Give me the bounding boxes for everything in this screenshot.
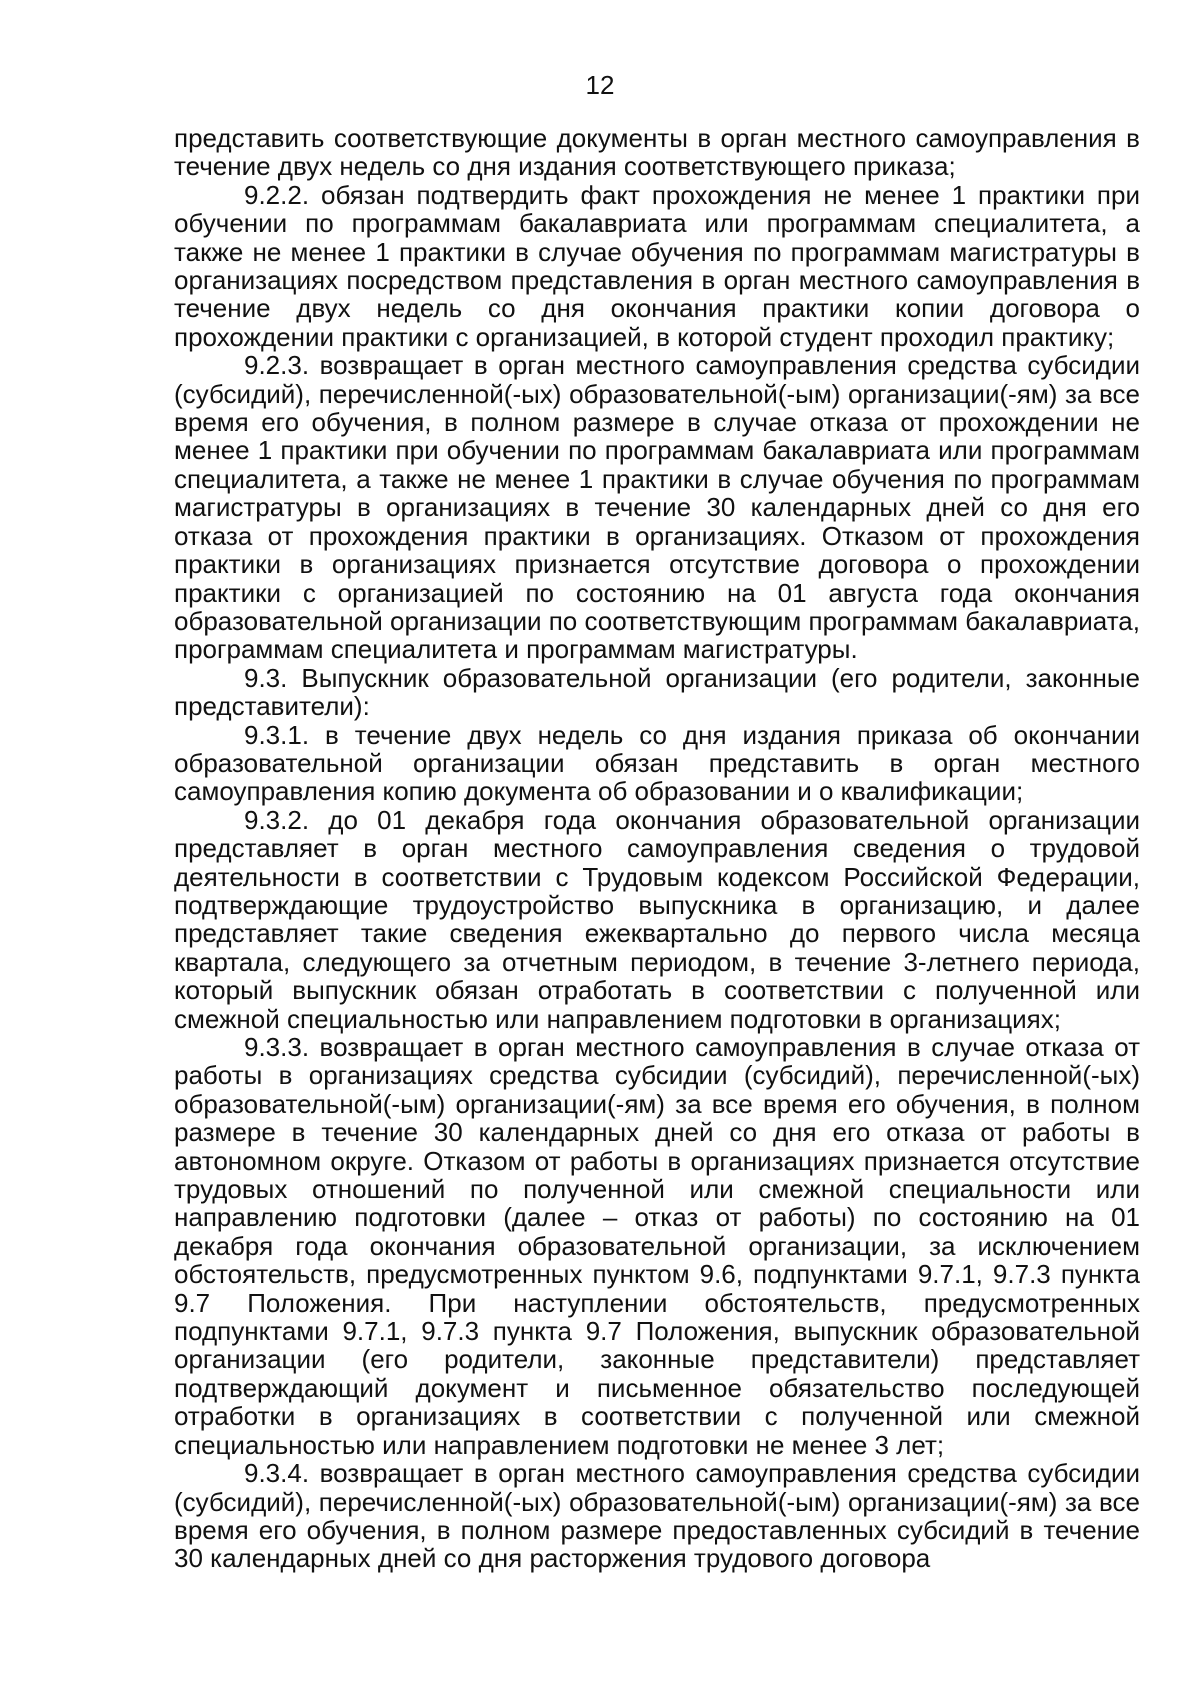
paragraph-9-3-2: 9.3.2. до 01 декабря года окончания образовательной организации представляет в орган местного самоуправления сведения о трудовой деятельности в соответствии с Трудовым кодексом Российской Федерации, подтверждающие трудоустройство выпускника в организацию, и далее представляет такие сведения ежеквартально до первого числа месяца квартала, следующего за отчетным периодом, в течение 3-летнего периода, который выпускник обязан отработать в соответствии с полученной или смежной специальностью или направлением подготовки в организациях;	[174, 804, 1140, 1034]
paragraph-9-3-4: 9.3.4. возвращает в орган местного самоуправления средства субсидии (субсидий), перечисленной(-ых) образовательной(-ым) организации(-ям) за все время его обучения, в полном размере предоставленных субсидий в течение 30 календарных дней со дня расторжения трудового договора	[174, 1458, 1140, 1574]
document-body	[174, 124, 1140, 1573]
paragraph-9-2-2: 9.2.2. обязан подтвердить факт прохождения не менее 1 практики при обучении по программам бакалавриата или программам специалитета, а также не менее 1 практики в случае обучения по программам магистратуры в организациях посредством представления в орган местного самоуправления в течение двух недель со дня окончания практики копии договора о прохождении практики с организацией, в которой студент проходил практику;	[174, 179, 1140, 352]
paragraph-9-2-3: 9.2.3. возвращает в орган местного самоуправления средства субсидии (субсидий), перечисленной(-ых) образовательной(-ым) организации(-ям) за все время его обучения, в полном размере в случае отказа от прохождении не менее 1 практики при обучении по программам бакалавриата или программам специалитета, а также не менее 1 практики в случае обучения по программам магистратуры в организациях в течение 30 календарных дней со дня его отказа от прохождения практики в организациях. Отказом от прохождения практики в организациях признается отсутствие договора о прохождении практики с организацией по состоянию на 01 августа года окончания образовательной организации по соответствующим программам бакалавриата, программам специалитета и программам магистратуры.	[174, 350, 1140, 665]
paragraph-9-3-3: 9.3.3. возвращает в орган местного самоуправления в случае отказа от работы в организациях средства субсидии (субсидий), перечисленной(-ых) образовательной(-ым) организации(-ям) за все время его обучения, в полном размере в течение 30 календарных дней со дня его отказа от работы в автономном округе. Отказом от работы в организациях признается отсутствие трудовых отношений по полученной или смежной специальности или направлению подготовки (далее – отказ от работы) по состоянию на 01 декабря года окончания образовательной организации, за исключением обстоятельств, предусмотренных пунктом 9.6, подпунктами 9.7.1, 9.7.3 пункта 9.7 Положения. При наступлении обстоятельств, предусмотренных подпунктами 9.7.1, 9.7.3 пункта 9.7 Положения, выпускник образовательной организации (его родители, законные представители) представляет подтверждающий документ и письменное обязательство последующей отработки в организациях в соответствии с полученной или смежной специальностью или направлением подготовки не менее 3 лет;	[174, 1032, 1140, 1460]
paragraph-9-3: 9.3. Выпускник образовательной организации (его родители, законные представители):	[174, 662, 1140, 722]
paragraph-9-3-1: 9.3.1. в течение двух недель со дня издания приказа об окончании образовательной организации обязан представить в орган местного самоуправления копию документа об образовании и о квалификации;	[174, 719, 1140, 807]
paragraph-continuation: представить соответствующие документы в орган местного самоуправления в течение двух недель со дня издания соответствующего приказа;	[174, 123, 1140, 182]
page-number: 12	[585, 70, 615, 100]
